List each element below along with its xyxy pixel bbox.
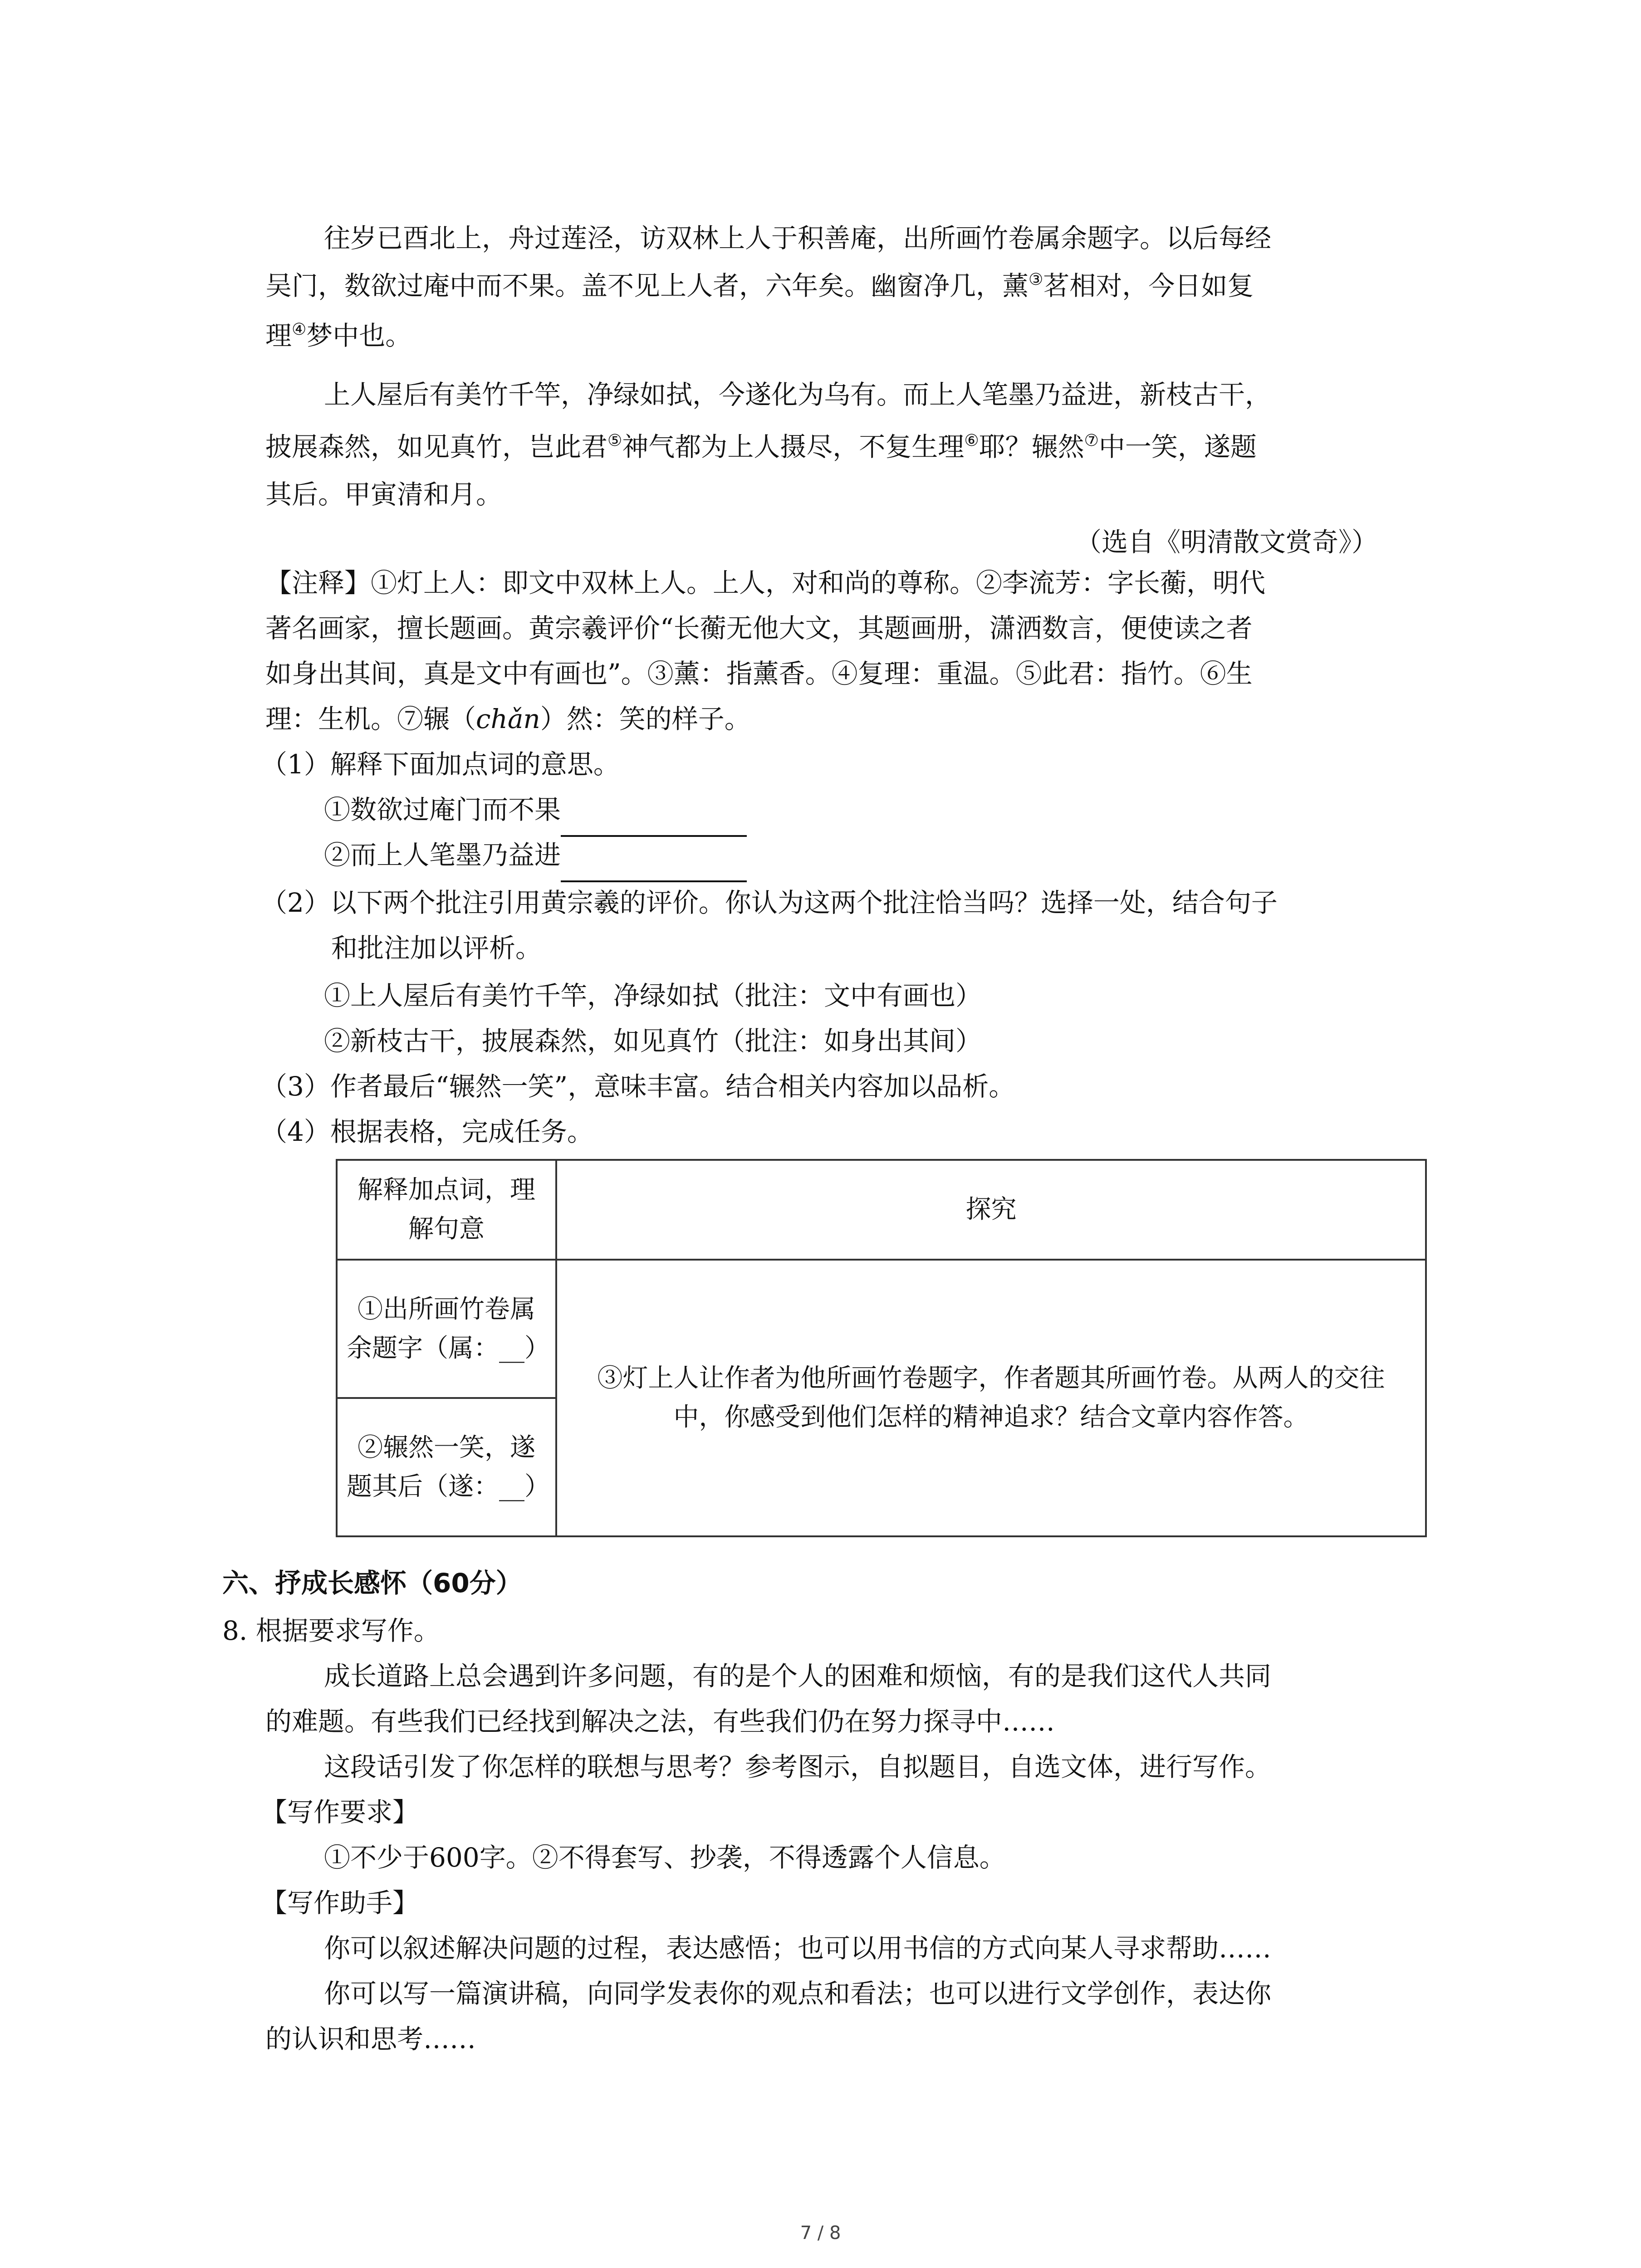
- note-marker-7: ⑦: [1084, 431, 1099, 450]
- passage-p2-line3: 其后。甲寅清和月。: [265, 479, 503, 510]
- notes-line3: 如身出其间，真是文中有画也”。③薰：指薰香。④复理：重温。⑤此君：指竹。⑥生: [265, 658, 1253, 689]
- question-1a: ①数欲过庵门而不果: [324, 787, 747, 837]
- task-table: [336, 1159, 1427, 1537]
- question-3: （3）作者最后“辗然一笑”，意味丰富。结合相关内容加以品析。: [261, 1071, 1015, 1102]
- writing-helper-title: 【写作助手】: [261, 1887, 419, 1918]
- section-6-title: 六、抒成长感怀（60分）: [222, 1568, 522, 1598]
- writing-requirements: ①不少于600字。②不得套写、抄袭，不得透露个人信息。: [324, 1842, 1006, 1873]
- question-4: （4）根据表格，完成任务。: [261, 1116, 593, 1147]
- writing-helper-line1: 你可以叙述解决问题的过程，表达感悟；也可以用书信的方式向某人寻求帮助……: [324, 1933, 1272, 1964]
- essay-prompt-line3: 这段话引发了你怎样的联想与思考？参考图示，自拟题目，自选文体，进行写作。: [324, 1751, 1272, 1782]
- passage-p1-line1: 往岁已酉北上，舟过莲泾，访双林上人于积善庵，出所画竹卷属余题字。以后每经: [324, 223, 1272, 254]
- note-marker-3: ③: [1029, 270, 1043, 289]
- table-cell-r2[interactable]: ②辗然一笑，遂题其后（遂：__）: [337, 1398, 556, 1536]
- passage-p2-line1: 上人屋后有美竹千竿，净绿如拭，今遂化为乌有。而上人笔墨乃益进，新枝古干，: [324, 379, 1272, 410]
- essay-prompt-line2: 的难题。有些我们已经找到解决之法，有些我们仍在努力探寻中……: [265, 1706, 1055, 1737]
- question-8: 8. 根据要求写作。: [222, 1615, 440, 1646]
- answer-blank-1a[interactable]: [561, 790, 747, 837]
- question-1b: ②而上人笔墨乃益进: [324, 832, 747, 882]
- note-marker-5: ⑤: [607, 431, 622, 450]
- notes-line4: 理：生机。⑦辗（chǎn）然：笑的样子。: [265, 704, 751, 734]
- question-2-line2: 和批注加以评析。: [331, 933, 542, 963]
- passage-p1-line2: 吴门，数欲过庵中而不果。盖不见上人者，六年矣。幽窗净几，薰③茗相对，今日如复: [265, 270, 1254, 301]
- table-header-explore: 探究: [556, 1160, 1426, 1260]
- writing-requirements-title: 【写作要求】: [261, 1797, 419, 1828]
- notes-line2: 著名画家，擅长题画。黄宗羲评价“长蘅无他大文，其题画册，潇洒数言，便使读之者: [265, 613, 1253, 644]
- page-number: 7 / 8: [800, 2223, 841, 2244]
- pinyin: chǎn: [476, 704, 540, 734]
- note-marker-6: ⑥: [964, 431, 979, 450]
- answer-blank-1b[interactable]: [561, 835, 747, 882]
- question-2a: ①上人屋后有美竹千竿，净绿如拭（批注：文中有画也）: [324, 980, 982, 1011]
- passage-source: （选自《明清散文赏奇》）: [1075, 527, 1378, 557]
- note-marker-4: ④: [292, 320, 307, 339]
- question-2b: ②新枝古干，披展森然，如见真竹（批注：如身出其间）: [324, 1026, 982, 1056]
- table-header-explain: 解释加点词，理解句意: [337, 1160, 556, 1260]
- table-cell-task: ③灯上人让作者为他所画竹卷题字，作者题其所画竹卷。从两人的交往中，你感受到他们怎样的精神追求？结合文章内容作答。: [556, 1260, 1426, 1536]
- question-2-line1: （2）以下两个批注引用黄宗羲的评价。你认为这两个批注恰当吗？选择一处，结合句子: [261, 887, 1278, 918]
- notes-line1: 【注释】①灯上人：即文中双林上人。上人，对和尚的尊称。②李流芳：字长蘅，明代: [265, 567, 1266, 598]
- passage-p1-line3: 理④梦中也。: [265, 320, 412, 351]
- writing-helper-line2: 你可以写一篇演讲稿，向同学发表你的观点和看法；也可以进行文学创作，表达你: [324, 1978, 1272, 2009]
- passage-p2-line2: 披展森然，如见真竹，岂此君⑤神气都为上人摄尽，不复生理⑥耶？辗然⑦中一笑，遂题: [265, 431, 1257, 462]
- question-1: （1）解释下面加点词的意思。: [261, 749, 620, 780]
- writing-helper-line3: 的认识和思考……: [265, 2024, 476, 2054]
- table-cell-r1[interactable]: ①出所画竹卷属余题字（属：__）: [337, 1260, 556, 1398]
- essay-prompt-line1: 成长道路上总会遇到许多问题，有的是个人的困难和烦恼，有的是我们这代人共同: [324, 1661, 1272, 1691]
